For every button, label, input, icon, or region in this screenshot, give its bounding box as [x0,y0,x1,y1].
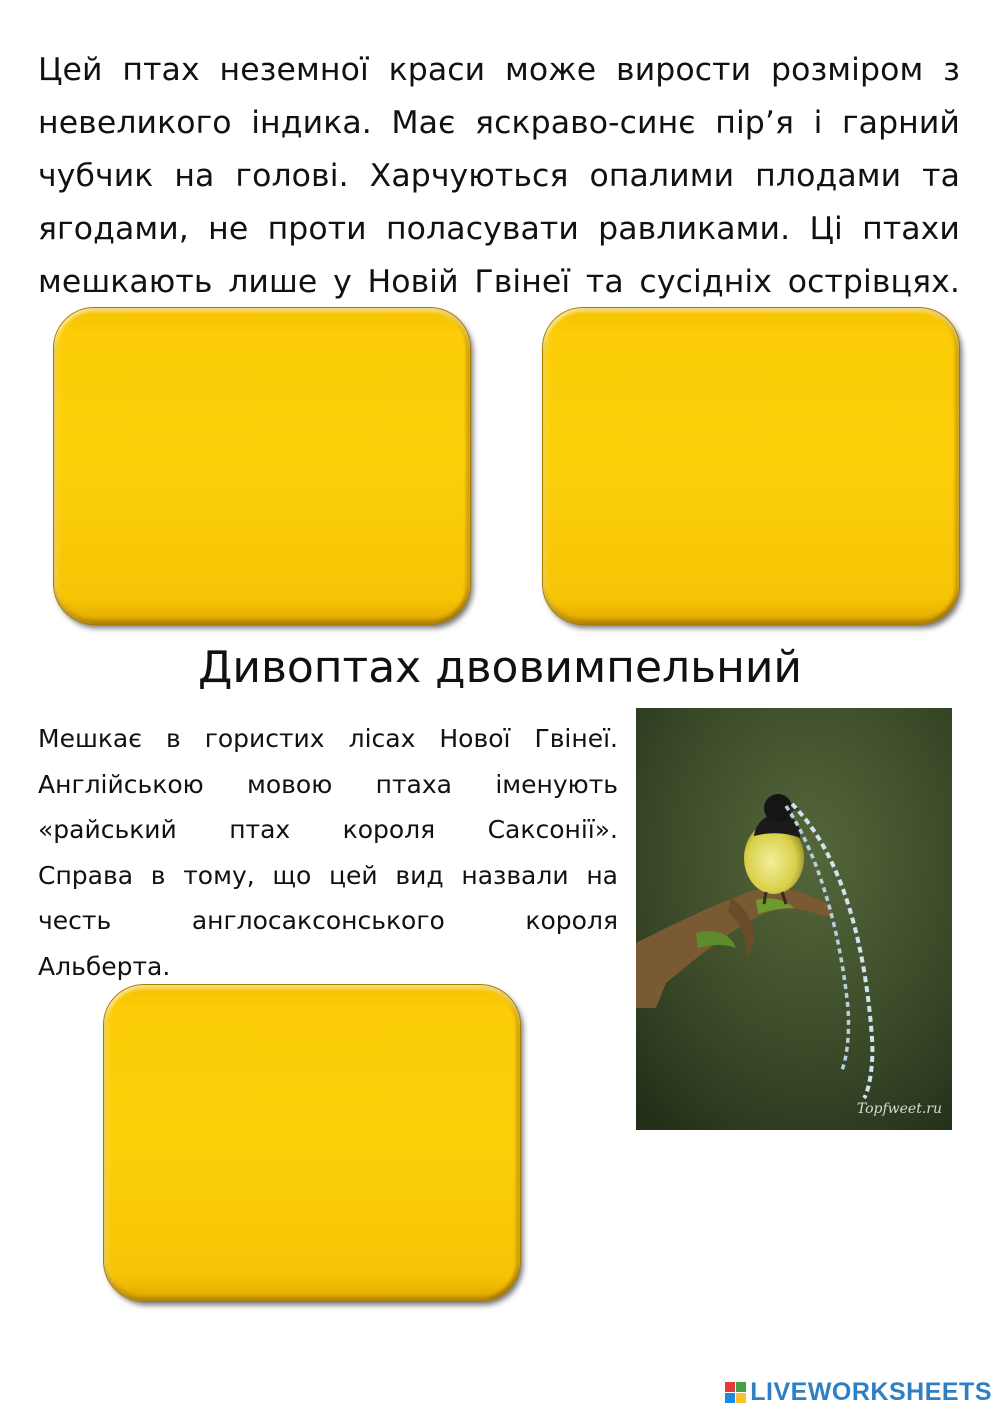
liveworksheets-logo[interactable] [725,1379,992,1405]
description-line: Мешкає в гористих лісах Нової Гвінеї. [38,724,618,753]
intro-paragraph [38,44,960,309]
brand-name: LIVEWORKSHEETS [750,1378,992,1406]
drop-zone-3[interactable] [104,985,520,1301]
bird-photo [636,708,952,1130]
liveworksheets-icon [725,1382,746,1403]
photo-watermark: Topfweet.ru [856,1101,942,1117]
bird-of-paradise-icon [636,708,952,1130]
description-line: Альберта. [38,951,171,981]
drop-zone-1[interactable] [54,308,470,624]
description-line: «райський птах короля Саксонії». [38,815,618,844]
intro-line: невеликого індика. Має яскраво-синє пір’я і гарний [38,105,960,141]
description-line: Англійською мовою птаха іменують [38,769,618,799]
intro-line: чубчик на голові. Харчуються опалими плодами та [38,158,960,194]
section-title: Дивоптах двовимпельний [197,642,803,693]
description-line: честь англосаксонського короля [38,906,618,935]
intro-line: мешкають лише у Новій Гвінеї та сусідніх острівцях. [38,264,960,300]
intro-line: Цей птах неземної краси може вирости розміром з [38,52,960,88]
drop-zone-2[interactable] [543,308,959,624]
intro-line: ягодами, не проти поласувати равликами. Ці птахи [38,211,960,247]
description-line: Справа в тому, що цей вид назвали на [38,860,618,890]
section-description [38,716,618,989]
